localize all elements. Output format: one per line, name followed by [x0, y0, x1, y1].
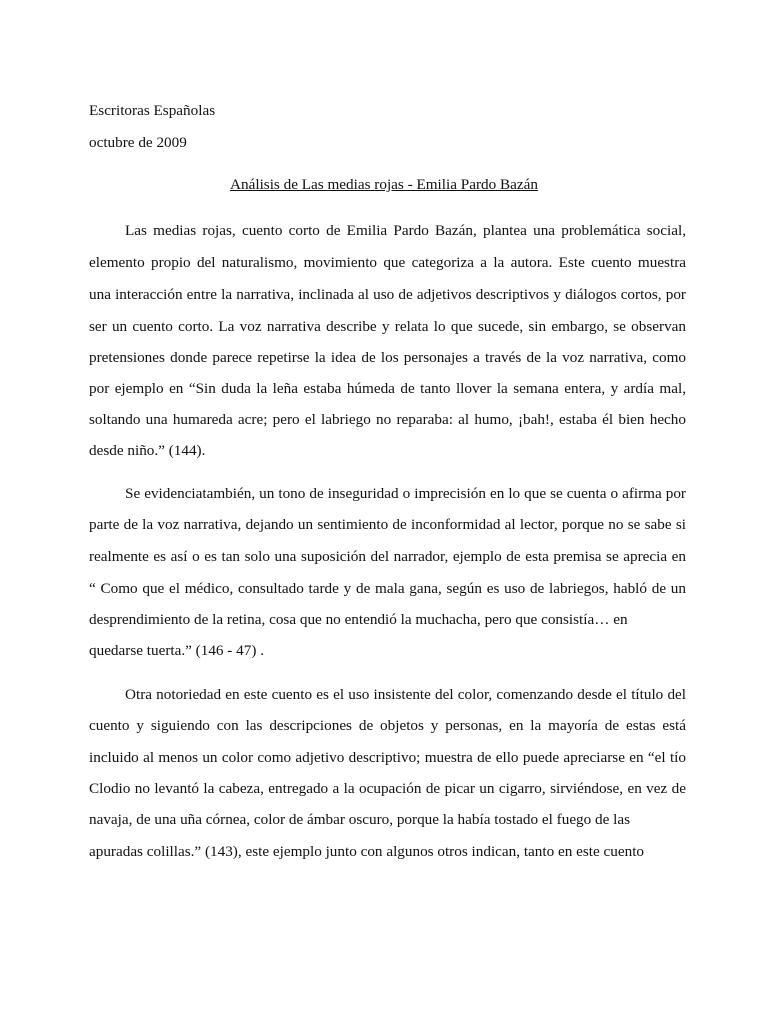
document-title: [0, 176, 768, 194]
paragraph-3-line-4: Clodio no levantó la cabeza, entregado a la ocupación de picar un cigarro, sirviéndose, en vez de: [89, 780, 686, 797]
paragraph-3-line-1: Otra notoriedad en este cuento es el uso insistente del color, comenzando desde el título del: [125, 686, 686, 703]
paragraph-1-line-6: por ejemplo en “Sin duda la leña estaba húmeda de tanto llover la semana entera, y ardía mal,: [89, 380, 686, 397]
paragraph-2-line-6: quedarse tuerta.” (146 - 47) .: [89, 642, 265, 659]
paragraph-2-line-4: “ Como que el médico, consultado tarde y de mala gana, según es uso de labriegos, habló de un: [89, 580, 686, 597]
paragraph-2-line-3: realmente es así o es tan solo una suposición del narrador, ejemplo de esta premisa se aprecia en: [89, 548, 686, 565]
paragraph-2-line-1: Se evidenciatambién, un tono de inseguridad o imprecisión en lo que se cuenta o afirma por: [125, 485, 686, 502]
paragraph-2-line-2: parte de la voz narrativa, dejando un sentimiento de inconformidad al lector, porque no se sabe si: [89, 516, 686, 533]
paragraph-3-line-5: navaja, de una uña córnea, color de ámbar oscuro, porque la había tostado el fuego de las: [89, 811, 631, 828]
paragraph-3-line-2: cuento y siguiendo con las descripciones de objetos y personas, en la mayoría de estas está: [89, 717, 686, 734]
paragraph-3-line-6: apuradas colillas.” (143), este ejemplo junto con algunos otros indican, tanto en este cuento: [89, 843, 645, 860]
paragraph-1-line-1: Las medias rojas, cuento corto de Emilia Pardo Bazán, plantea una problemática social,: [125, 222, 686, 239]
paragraph-1-line-4: ser un cuento corto. La voz narrativa describe y relata lo que sucede, sin embargo, se observan: [89, 318, 686, 335]
paragraph-1-line-5: pretensiones donde parece repetirse la idea de los personajes a través de la voz narrativa, como: [89, 349, 686, 366]
paragraph-1-line-8: desde niño.” (144).: [89, 442, 206, 459]
document-date: octubre de 2009: [89, 134, 187, 151]
paragraph-1-line-7: soltando una humareda acre; pero el labriego no reparaba: al humo, ¡bah!, estaba él bien hecho: [89, 411, 686, 428]
course-name: Escritoras Españolas: [89, 102, 216, 119]
paragraph-3-line-3: incluido al menos un color como adjetivo descriptivo; muestra de ello puede apreciarse en “el tío: [89, 749, 686, 766]
paragraph-1-line-2: elemento propio del naturalismo, movimiento que categoriza a la autora. Este cuento muestra: [89, 254, 686, 271]
paragraph-1-line-3: una interacción entre la narrativa, inclinada al uso de adjetivos descriptivos y diálogos cortos, por: [89, 286, 686, 303]
document-title-text: Análisis de Las medias rojas - Emilia Pardo Bazán: [230, 176, 538, 193]
paragraph-2-line-5: desprendimiento de la retina, cosa que no entendió la muchacha, pero que consistía… en: [89, 611, 628, 628]
